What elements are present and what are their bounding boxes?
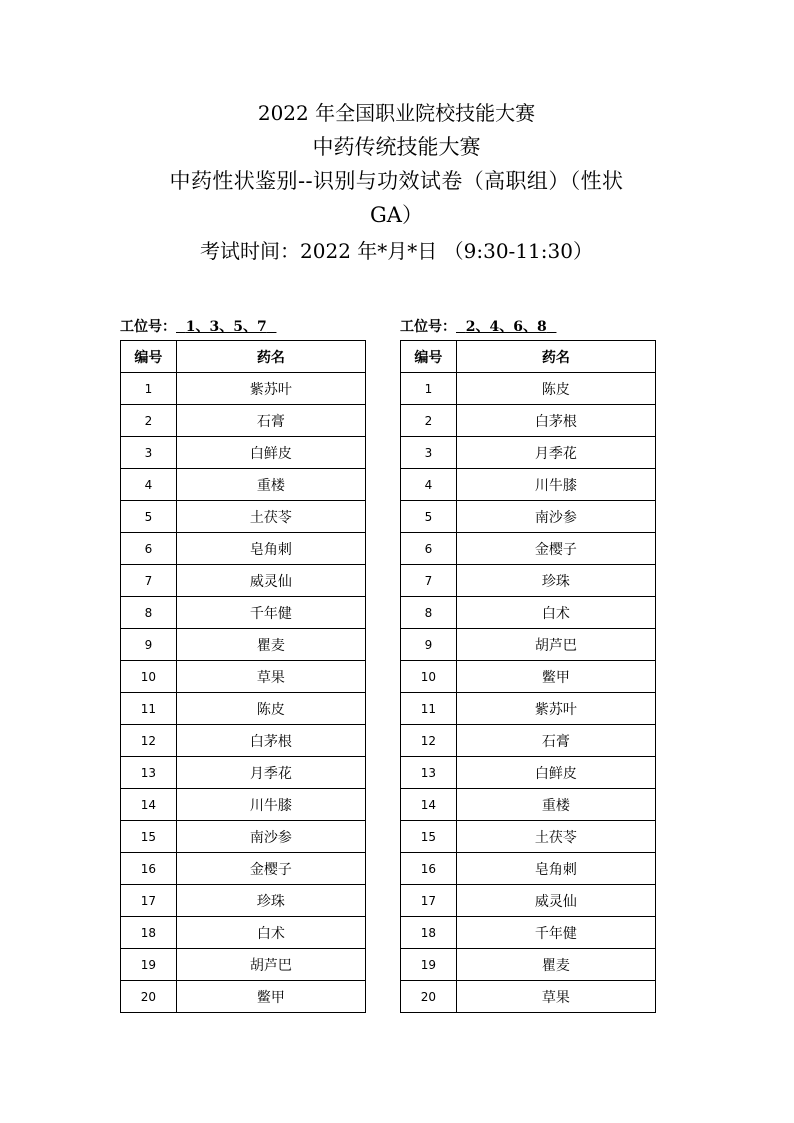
herb-name: 鳖甲: [176, 981, 365, 1013]
table-row: [121, 373, 366, 405]
table-row: [121, 405, 366, 437]
table-row: [121, 725, 366, 757]
herb-name: 南沙参: [456, 501, 655, 533]
table-row: [121, 949, 366, 981]
herb-name: 重楼: [176, 469, 365, 501]
herb-name: 瞿麦: [176, 629, 365, 661]
row-number: 19: [121, 949, 177, 981]
table-row: [401, 853, 656, 885]
row-number: 8: [401, 597, 457, 629]
herb-name: 胡芦巴: [176, 949, 365, 981]
herb-name: 珍珠: [176, 885, 365, 917]
table-row: [401, 821, 656, 853]
herb-name: 千年健: [176, 597, 365, 629]
row-number: 10: [401, 661, 457, 693]
row-number: 20: [121, 981, 177, 1013]
row-number: 4: [121, 469, 177, 501]
herb-name: 金樱子: [176, 853, 365, 885]
row-number: 20: [401, 981, 457, 1013]
left-station-label: 工位号：: [120, 319, 176, 335]
table-row: [401, 661, 656, 693]
column-header-herb-name: 药名: [176, 341, 365, 373]
row-number: 11: [121, 693, 177, 725]
herb-name: 土茯苓: [176, 501, 365, 533]
row-number: 1: [121, 373, 177, 405]
row-number: 7: [401, 565, 457, 597]
herb-name: 白术: [456, 597, 655, 629]
table-row: [401, 629, 656, 661]
table-row: [401, 501, 656, 533]
right-station-section: [400, 318, 656, 1013]
herb-name: 皂角刺: [176, 533, 365, 565]
table-row: [121, 885, 366, 917]
title-exam-paper-code: GA）: [370, 203, 423, 227]
herb-name: 川牛膝: [456, 469, 655, 501]
herb-name: 川牛膝: [176, 789, 365, 821]
herb-name: 草果: [456, 981, 655, 1013]
herb-name: 胡芦巴: [456, 629, 655, 661]
herb-name: 皂角刺: [456, 853, 655, 885]
table-row: [121, 501, 366, 533]
table-row: [401, 565, 656, 597]
row-number: 15: [121, 821, 177, 853]
herb-name: 陈皮: [176, 693, 365, 725]
row-number: 8: [121, 597, 177, 629]
exam-time: 考试时间：2022 年*月*日 （9:30-11:30）: [200, 239, 593, 263]
row-number: 16: [121, 853, 177, 885]
table-row: [121, 917, 366, 949]
herb-name: 石膏: [456, 725, 655, 757]
table-row: [401, 981, 656, 1013]
table-row: [121, 981, 366, 1013]
table-row: [401, 693, 656, 725]
herb-name: 重楼: [456, 789, 655, 821]
table-row: [121, 693, 366, 725]
row-number: 15: [401, 821, 457, 853]
title-exam-paper: 中药性状鉴别--识别与功效试卷（高职组）（性状: [169, 169, 624, 193]
table-header-row: [121, 341, 366, 373]
herb-name: 鳖甲: [456, 661, 655, 693]
left-herb-table: [120, 340, 366, 1013]
table-row: [121, 437, 366, 469]
title-contest: 中药传统技能大赛: [312, 135, 481, 159]
herb-name: 威灵仙: [456, 885, 655, 917]
row-number: 11: [401, 693, 457, 725]
column-header-number: 编号: [401, 341, 457, 373]
right-herb-table: [400, 340, 656, 1013]
table-row: [401, 373, 656, 405]
table-row: [121, 533, 366, 565]
herb-name: 白鲜皮: [176, 437, 365, 469]
table-row: [401, 725, 656, 757]
row-number: 6: [121, 533, 177, 565]
herb-name: 白茅根: [176, 725, 365, 757]
table-row: [401, 789, 656, 821]
right-station-label: 工位号：: [400, 319, 456, 335]
herb-name: 南沙参: [176, 821, 365, 853]
row-number: 10: [121, 661, 177, 693]
herb-name: 草果: [176, 661, 365, 693]
herb-name: 瞿麦: [456, 949, 655, 981]
row-number: 14: [121, 789, 177, 821]
row-number: 16: [401, 853, 457, 885]
row-number: 4: [401, 469, 457, 501]
herb-name: 月季花: [456, 437, 655, 469]
row-number: 17: [401, 885, 457, 917]
row-number: 1: [401, 373, 457, 405]
left-table-body: [121, 373, 366, 1013]
table-row: [401, 949, 656, 981]
herb-name: 金樱子: [456, 533, 655, 565]
row-number: 6: [401, 533, 457, 565]
row-number: 13: [121, 757, 177, 789]
table-row: [401, 597, 656, 629]
herb-name: 陈皮: [456, 373, 655, 405]
row-number: 3: [401, 437, 457, 469]
title-competition: 2022 年全国职业院校技能大赛: [257, 101, 536, 125]
table-row: [401, 533, 656, 565]
herb-name: 石膏: [176, 405, 365, 437]
row-number: 17: [121, 885, 177, 917]
left-station-section: [120, 318, 366, 1013]
herb-name: 千年健: [456, 917, 655, 949]
herb-name: 白茅根: [456, 405, 655, 437]
row-number: 2: [121, 405, 177, 437]
table-row: [121, 757, 366, 789]
row-number: 5: [121, 501, 177, 533]
herb-name: 月季花: [176, 757, 365, 789]
herb-name: 紫苏叶: [456, 693, 655, 725]
column-header-number: 编号: [121, 341, 177, 373]
row-number: 2: [401, 405, 457, 437]
herb-name: 珍珠: [456, 565, 655, 597]
table-row: [121, 469, 366, 501]
herb-name: 威灵仙: [176, 565, 365, 597]
table-row: [401, 757, 656, 789]
document-title: [120, 96, 673, 268]
table-row: [121, 789, 366, 821]
row-number: 12: [121, 725, 177, 757]
table-row: [401, 405, 656, 437]
herb-name: 白鲜皮: [456, 757, 655, 789]
column-header-herb-name: 药名: [456, 341, 655, 373]
herb-name: 白术: [176, 917, 365, 949]
table-row: [401, 437, 656, 469]
right-station-heading: [400, 318, 656, 340]
row-number: 13: [401, 757, 457, 789]
row-number: 9: [121, 629, 177, 661]
row-number: 5: [401, 501, 457, 533]
left-station-heading: [120, 318, 366, 340]
table-header-row: [401, 341, 656, 373]
table-row: [121, 661, 366, 693]
table-row: [401, 885, 656, 917]
row-number: 18: [121, 917, 177, 949]
table-row: [121, 597, 366, 629]
herb-name: 土茯苓: [456, 821, 655, 853]
herb-name: 紫苏叶: [176, 373, 365, 405]
table-row: [401, 469, 656, 501]
row-number: 7: [121, 565, 177, 597]
table-row: [121, 565, 366, 597]
left-station-numbers: 1、3、5、7: [185, 319, 267, 335]
right-station-numbers: 2、4、6、8: [465, 319, 547, 335]
row-number: 3: [121, 437, 177, 469]
row-number: 12: [401, 725, 457, 757]
table-row: [121, 853, 366, 885]
row-number: 9: [401, 629, 457, 661]
table-row: [121, 821, 366, 853]
row-number: 18: [401, 917, 457, 949]
row-number: 14: [401, 789, 457, 821]
table-row: [401, 917, 656, 949]
row-number: 19: [401, 949, 457, 981]
table-row: [121, 629, 366, 661]
right-table-body: [401, 373, 656, 1013]
